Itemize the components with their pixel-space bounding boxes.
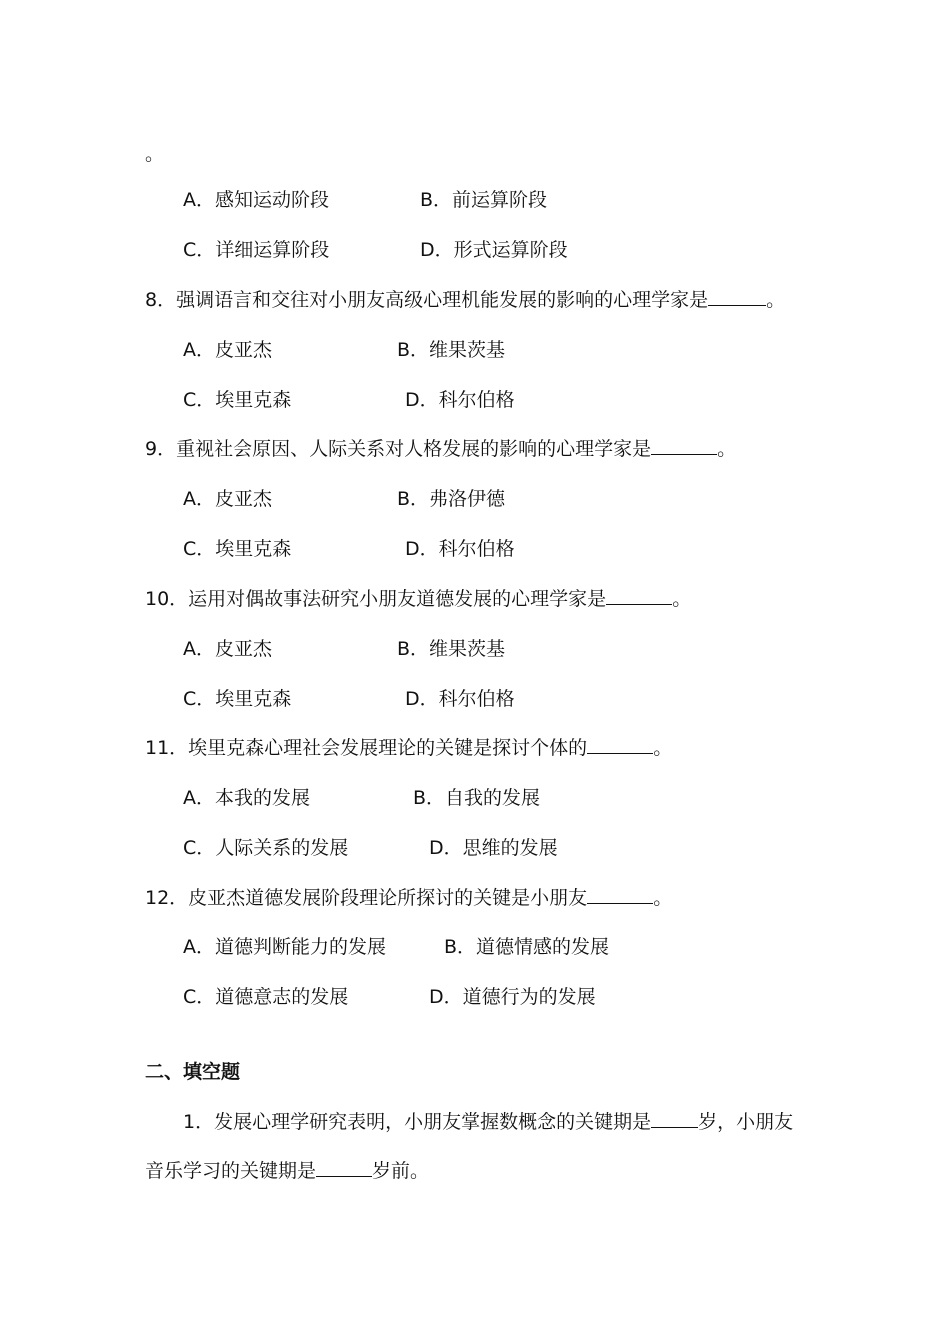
q8-stem: [145, 287, 785, 313]
q9-stem-text: 9．重视社会原因、人际关系对人格发展的影响的心理学家是: [145, 438, 652, 460]
q12-end: 。: [653, 887, 673, 909]
q7-option-d: D．形式运算阶段: [420, 239, 568, 261]
q9-option-b: B．弗洛伊德: [397, 488, 506, 510]
fill-q1-text-4: 岁前。: [372, 1160, 430, 1182]
fill-q1-line2: [145, 1158, 429, 1184]
fill-q1-line1: [183, 1109, 793, 1135]
fill-q1-blank-2: [316, 1158, 372, 1177]
q9-option-c: C．埃里克森: [183, 538, 292, 560]
q9-blank: [651, 436, 717, 455]
q10-blank: [606, 586, 672, 605]
q10-stem-text: 10．运用对偶故事法研究小朋友道德发展的心理学家是: [145, 588, 607, 610]
text-fragment: 。: [145, 143, 165, 165]
q11-stem: [145, 735, 672, 761]
q12-blank: [587, 885, 653, 904]
q7-option-b: B．前运算阶段: [420, 189, 548, 211]
q9-option-a: A．皮亚杰: [183, 488, 272, 510]
q12-option-c: C．道德意志的发展: [183, 986, 349, 1008]
q12-stem-text: 12．皮亚杰道德发展阶段理论所探讨的关键是小朋友: [145, 887, 588, 909]
section-heading: 二、填空题: [145, 1061, 241, 1083]
q8-end: 。: [766, 289, 786, 311]
q11-end: 。: [653, 737, 673, 759]
q11-stem-text: 11．埃里克森心理社会发展理论的关键是探讨个体的: [145, 737, 588, 759]
q11-option-c: C．人际关系的发展: [183, 837, 349, 859]
q8-option-b: B．维果茨基: [397, 339, 506, 361]
q10-option-c: C．埃里克森: [183, 688, 292, 710]
q11-option-a: A．本我的发展: [183, 787, 310, 809]
q11-option-b: B．自我的发展: [413, 787, 541, 809]
q8-stem-text: 8．强调语言和交往对小朋友高级心理机能发展的影响的心理学家是: [145, 289, 709, 311]
q8-blank: [708, 287, 766, 306]
q7-option-a: A．感知运动阶段: [183, 189, 329, 211]
q12-stem: [145, 885, 672, 911]
q10-option-d: D．科尔伯格: [405, 688, 515, 710]
q10-option-b: B．维果茨基: [397, 638, 506, 660]
q10-stem: [145, 586, 691, 612]
q11-blank: [587, 735, 653, 754]
fill-q1-text-2: 岁，小朋友: [698, 1111, 794, 1133]
q9-stem: [145, 436, 736, 462]
q10-end: 。: [672, 588, 692, 610]
q12-option-b: B．道德情感的发展: [444, 936, 610, 958]
q8-option-d: D．科尔伯格: [405, 389, 515, 411]
fill-q1-blank-1: [651, 1109, 698, 1128]
fill-q1-text-1: 1．发展心理学研究表明，小朋友掌握数概念的关键期是: [183, 1111, 652, 1133]
q12-option-a: A．道德判断能力的发展: [183, 936, 386, 958]
q7-option-c: C．详细运算阶段: [183, 239, 330, 261]
fill-q1-text-3: 音乐学习的关键期是: [145, 1160, 317, 1182]
q8-option-a: A．皮亚杰: [183, 339, 272, 361]
q12-option-d: D．道德行为的发展: [429, 986, 596, 1008]
q8-option-c: C．埃里克森: [183, 389, 292, 411]
q11-option-d: D．思维的发展: [429, 837, 558, 859]
q9-end: 。: [717, 438, 737, 460]
q10-option-a: A．皮亚杰: [183, 638, 272, 660]
q9-option-d: D．科尔伯格: [405, 538, 515, 560]
